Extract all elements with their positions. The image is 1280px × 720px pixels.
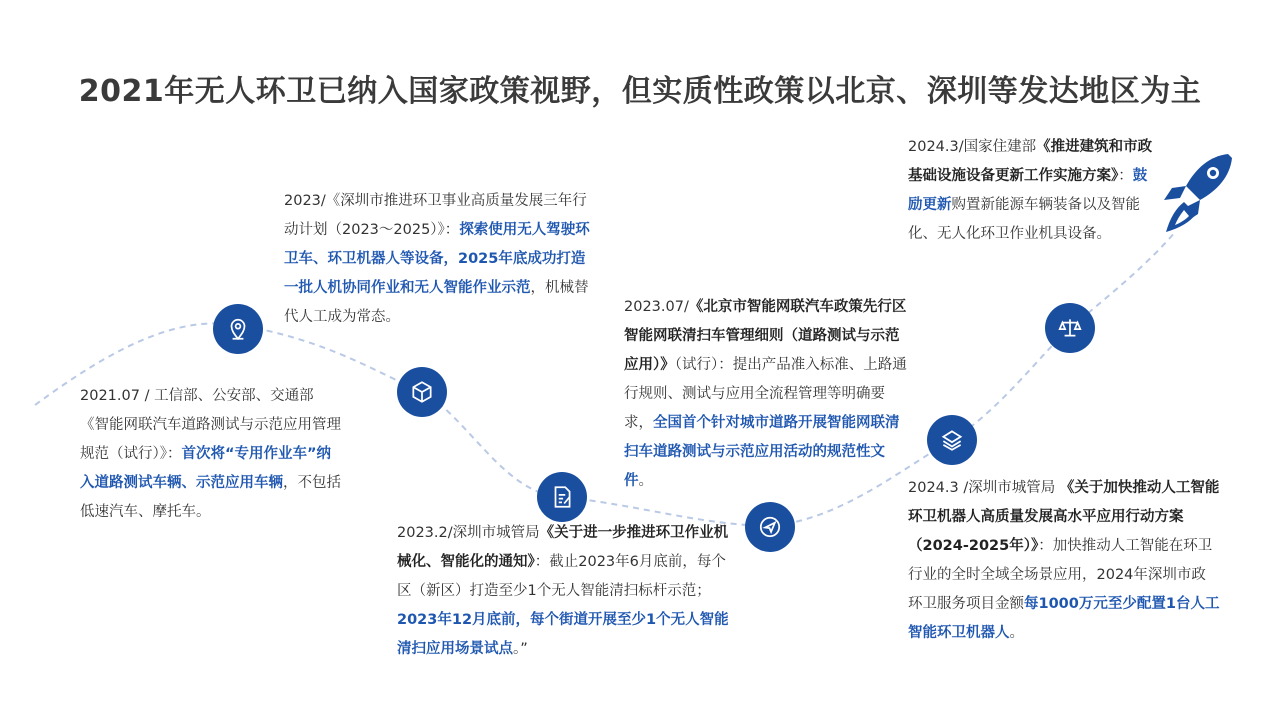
cube-icon: [397, 367, 447, 417]
event-2021-07: 2021.07 / 工信部、公安部、交通部《智能网联汽车道路测试与示范应用管理规范（试行）》：首次将“专用作业车”纳入道路测试车辆、示范应用车辆，不包括低速汽车、摩托车。: [80, 388, 341, 520]
event-2024-03-shenzhen: 2024.3 /深圳市城管局 《关于加快推动人工智能环卫机器人高质量发展高水平应用行动方案（2024-2025年）》：加快推动人工智能在环卫行业的全时全域全场景应用，2024年深圳市政环卫服务项目金额每1000万元至少配置1台人工智能环卫机器人。: [908, 480, 1220, 641]
event-2024-03-mohurd: 2024.3/国家住建部《推进建筑和市政基础设施设备更新工作实施方案》：鼓励更新购置新能源车辆装备以及智能化、无人化环卫作业机具设备。: [908, 139, 1153, 242]
event-2023: 2023/《深圳市推进环卫事业高质量发展三年行动计划（2023～2025）》：探索使用无人驾驶环卫车、环卫机器人等设备，2025年底成功打造一批人机协同作业和无人智能作业示范，机械替代人工成为常态。: [284, 193, 590, 325]
document-edit-icon: [537, 472, 587, 522]
event-2023-07: 2023.07/《北京市智能网联汽车政策先行区智能网联清扫车管理细则（道路测试与示范应用）》（试行）：提出产品准入标准、上路通行规则、测试与应用全流程管理等明确要求，全国首个针对城市道路开展智能网联清扫车道路测试与示范应用活动的规范性文件。: [624, 299, 907, 489]
layers-icon: [927, 415, 977, 465]
page-title: 2021年无人环卫已纳入国家政策视野，但实质性政策以北京、深圳等发达地区为主: [78, 74, 1202, 109]
rocket-icon: [1158, 150, 1236, 240]
location-pin-icon: [213, 304, 263, 354]
event-2023-02: 2023.2/深圳市城管局《关于进一步推进环卫作业机械化、智能化的通知》：截止2023年6月底前，每个区（新区）打造至少1个无人智能清扫标杆示范；2023年12月底前，每个街道开展至少1个无人智能清扫应用场景试点。”: [397, 525, 729, 657]
balance-scale-icon: [1045, 303, 1095, 353]
paper-plane-icon: [745, 502, 795, 552]
